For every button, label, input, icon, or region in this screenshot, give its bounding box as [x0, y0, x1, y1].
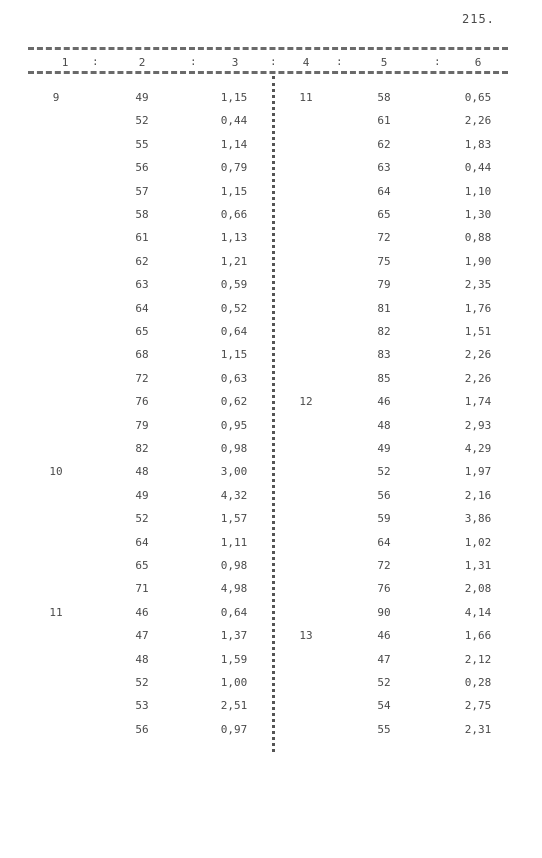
- table-cell-col-3: 1,15: [220, 348, 248, 362]
- table-cell-col-5: 72: [377, 559, 391, 572]
- table-cell-col-2: 49: [135, 488, 149, 502]
- table-cell-col-3: 0,97: [220, 722, 248, 736]
- table-cell-col-1: 10: [49, 465, 63, 479]
- table-cell-col-5: 82: [377, 325, 391, 338]
- header-col-3: 3: [231, 56, 239, 69]
- table-cell-col-5: 55: [377, 722, 391, 736]
- table-cell-col-3: 2,51: [220, 699, 248, 713]
- table-cell-col-6: 0,65: [464, 91, 492, 104]
- table-cell-col-2: 52: [135, 114, 149, 128]
- table-cell-col-6: 1,30: [464, 208, 492, 221]
- table-row: [0, 442, 542, 462]
- table-row: [0, 278, 542, 298]
- table-cell-col-5: 76: [377, 582, 391, 596]
- table-cell-col-5: 58: [377, 91, 391, 104]
- table-row: [0, 161, 542, 181]
- table-cell-col-5: 72: [377, 231, 391, 245]
- header-separator: :: [270, 55, 277, 68]
- table-cell-col-2: 62: [135, 254, 149, 268]
- table-cell-col-2: 52: [135, 676, 149, 689]
- table-cell-col-5: 59: [377, 512, 391, 526]
- table-row: [0, 185, 542, 205]
- table-row: [0, 699, 542, 719]
- table-cell-col-6: 2,16: [464, 488, 492, 502]
- table-cell-col-3: 1,37: [220, 629, 248, 643]
- table-row: [0, 536, 542, 556]
- table-cell-col-3: 1,15: [220, 91, 248, 104]
- table-cell-col-2: 55: [135, 137, 149, 151]
- table-cell-col-5: 49: [377, 442, 391, 455]
- table-cell-col-6: 2,08: [464, 582, 492, 596]
- table-cell-col-3: 0,52: [220, 301, 248, 315]
- table-cell-col-6: 2,75: [464, 699, 492, 713]
- table-cell-col-5: 81: [377, 301, 391, 315]
- header-separator: :: [190, 55, 197, 68]
- table-cell-col-3: 0,79: [220, 161, 248, 175]
- table-cell-col-5: 64: [377, 535, 391, 549]
- header-rule-top: [28, 47, 508, 50]
- table-cell-col-5: 65: [377, 208, 391, 221]
- table-cell-col-6: 2,31: [464, 722, 492, 736]
- table-cell-col-6: 1,76: [464, 301, 492, 315]
- table-cell-col-2: 79: [135, 418, 149, 432]
- table-cell-col-3: 3,00: [220, 465, 248, 479]
- table-row: [0, 465, 542, 485]
- table-cell-col-2: 49: [135, 91, 149, 104]
- table-cell-col-3: 0,64: [220, 605, 248, 619]
- table-cell-col-5: 48: [377, 418, 391, 432]
- table-cell-col-3: 0,62: [220, 395, 248, 409]
- table-cell-col-6: 2,35: [464, 278, 492, 292]
- header-col-2: 2: [138, 56, 146, 69]
- header-col-5: 5: [380, 56, 388, 69]
- table-cell-col-2: 76: [135, 395, 149, 409]
- table-cell-col-3: 4,98: [220, 582, 248, 596]
- table-cell-col-5: 79: [377, 278, 391, 292]
- header-separator: :: [336, 55, 343, 68]
- table-cell-col-6: 1,90: [464, 254, 492, 268]
- header-col-1: 1: [61, 56, 69, 69]
- table-cell-col-5: 46: [377, 629, 391, 643]
- table-cell-col-6: 4,29: [464, 442, 492, 455]
- table-cell-col-3: 1,59: [220, 652, 248, 666]
- table-cell-col-3: 0,98: [220, 559, 248, 572]
- table-row: [0, 372, 542, 392]
- table-row: [0, 489, 542, 509]
- table-cell-col-5: 63: [377, 161, 391, 175]
- table-cell-col-5: 52: [377, 465, 391, 479]
- table-cell-col-6: 2,26: [464, 114, 492, 128]
- table-cell-col-6: 2,26: [464, 348, 492, 362]
- table-row: [0, 606, 542, 626]
- table-cell-col-5: 85: [377, 371, 391, 385]
- table-row: [0, 348, 542, 368]
- table-cell-col-2: 71: [135, 582, 149, 596]
- header-col-4: 4: [302, 56, 310, 69]
- table-cell-col-6: 3,86: [464, 512, 492, 526]
- table-cell-col-4: 13: [299, 629, 313, 643]
- table-row: [0, 676, 542, 696]
- table-cell-col-1: 11: [49, 605, 63, 619]
- table-cell-col-4: 12: [299, 395, 313, 409]
- table-row: [0, 723, 542, 743]
- table-cell-col-5: 62: [377, 137, 391, 151]
- table-cell-col-1: 9: [52, 91, 60, 104]
- table-cell-col-6: 1,51: [464, 325, 492, 338]
- table-cell-col-2: 57: [135, 184, 149, 198]
- table-cell-col-2: 72: [135, 371, 149, 385]
- table-row: [0, 302, 542, 322]
- table-cell-col-2: 46: [135, 605, 149, 619]
- table-cell-col-6: 4,14: [464, 605, 492, 619]
- table-cell-col-2: 65: [135, 325, 149, 338]
- table-cell-col-5: 54: [377, 699, 391, 713]
- table-row: [0, 255, 542, 275]
- table-cell-col-2: 53: [135, 699, 149, 713]
- table-cell-col-6: 1,66: [464, 629, 492, 643]
- table-cell-col-5: 46: [377, 395, 391, 409]
- table-cell-col-5: 56: [377, 488, 391, 502]
- table-row: [0, 231, 542, 251]
- table-cell-col-5: 64: [377, 184, 391, 198]
- table-cell-col-5: 61: [377, 114, 391, 128]
- table-cell-col-3: 1,11: [220, 535, 248, 549]
- table-cell-col-6: 0,44: [464, 161, 492, 175]
- table-cell-col-6: 1,83: [464, 137, 492, 151]
- table-cell-col-5: 47: [377, 652, 391, 666]
- table-cell-col-3: 4,32: [220, 488, 248, 502]
- table-cell-col-2: 64: [135, 535, 149, 549]
- table-row: [0, 114, 542, 134]
- table-cell-col-4: 11: [299, 91, 313, 104]
- table-cell-col-2: 47: [135, 629, 149, 643]
- table-cell-col-6: 1,31: [464, 559, 492, 572]
- table-cell-col-5: 75: [377, 254, 391, 268]
- table-cell-col-3: 0,98: [220, 442, 248, 455]
- header-rule-bottom: [28, 71, 508, 74]
- table-cell-col-2: 64: [135, 301, 149, 315]
- table-cell-col-3: 1,13: [220, 231, 248, 245]
- table-cell-col-3: 0,63: [220, 371, 248, 385]
- table-cell-col-6: 1,97: [464, 465, 492, 479]
- table-cell-col-6: 2,12: [464, 652, 492, 666]
- table-cell-col-2: 56: [135, 722, 149, 736]
- table-cell-col-2: 58: [135, 208, 149, 221]
- page-number: 215.: [462, 12, 495, 26]
- table-cell-col-2: 65: [135, 559, 149, 572]
- table-cell-col-6: 2,26: [464, 371, 492, 385]
- table-cell-col-3: 0,66: [220, 208, 248, 221]
- table-cell-col-2: 63: [135, 278, 149, 292]
- table-cell-col-2: 68: [135, 348, 149, 362]
- table-cell-col-6: 0,28: [464, 676, 492, 689]
- table-row: [0, 512, 542, 532]
- table-cell-col-3: 1,57: [220, 512, 248, 526]
- table-cell-col-2: 56: [135, 161, 149, 175]
- table-cell-col-3: 1,00: [220, 676, 248, 689]
- table-row: [0, 395, 542, 415]
- table-cell-col-5: 90: [377, 605, 391, 619]
- table-row: [0, 208, 542, 228]
- table-row: [0, 559, 542, 579]
- table-cell-col-6: 1,10: [464, 184, 492, 198]
- table-cell-col-3: 0,44: [220, 114, 248, 128]
- table-cell-col-3: 0,59: [220, 278, 248, 292]
- table-row: [0, 325, 542, 345]
- table-cell-col-2: 82: [135, 442, 149, 455]
- table-row: [0, 91, 542, 111]
- table-cell-col-3: 1,15: [220, 184, 248, 198]
- table-cell-col-3: 1,21: [220, 254, 248, 268]
- header-col-6: 6: [474, 56, 482, 69]
- table-cell-col-6: 1,02: [464, 535, 492, 549]
- table-cell-col-3: 0,95: [220, 418, 248, 432]
- table-cell-col-2: 48: [135, 465, 149, 479]
- table-row: [0, 419, 542, 439]
- table-cell-col-3: 1,14: [220, 137, 248, 151]
- table-cell-col-2: 61: [135, 231, 149, 245]
- table-cell-col-6: 1,74: [464, 395, 492, 409]
- table-cell-col-6: 0,88: [464, 231, 492, 245]
- table-row: [0, 138, 542, 158]
- header-separator: :: [92, 55, 99, 68]
- table-cell-col-6: 2,93: [464, 418, 492, 432]
- table-row: [0, 653, 542, 673]
- table-cell-col-3: 0,64: [220, 325, 248, 338]
- table-cell-col-5: 83: [377, 348, 391, 362]
- table-row: [0, 582, 542, 602]
- table-cell-col-2: 52: [135, 512, 149, 526]
- header-separator: :: [434, 55, 441, 68]
- table-cell-col-5: 52: [377, 676, 391, 689]
- table-row: [0, 629, 542, 649]
- table-cell-col-2: 48: [135, 652, 149, 666]
